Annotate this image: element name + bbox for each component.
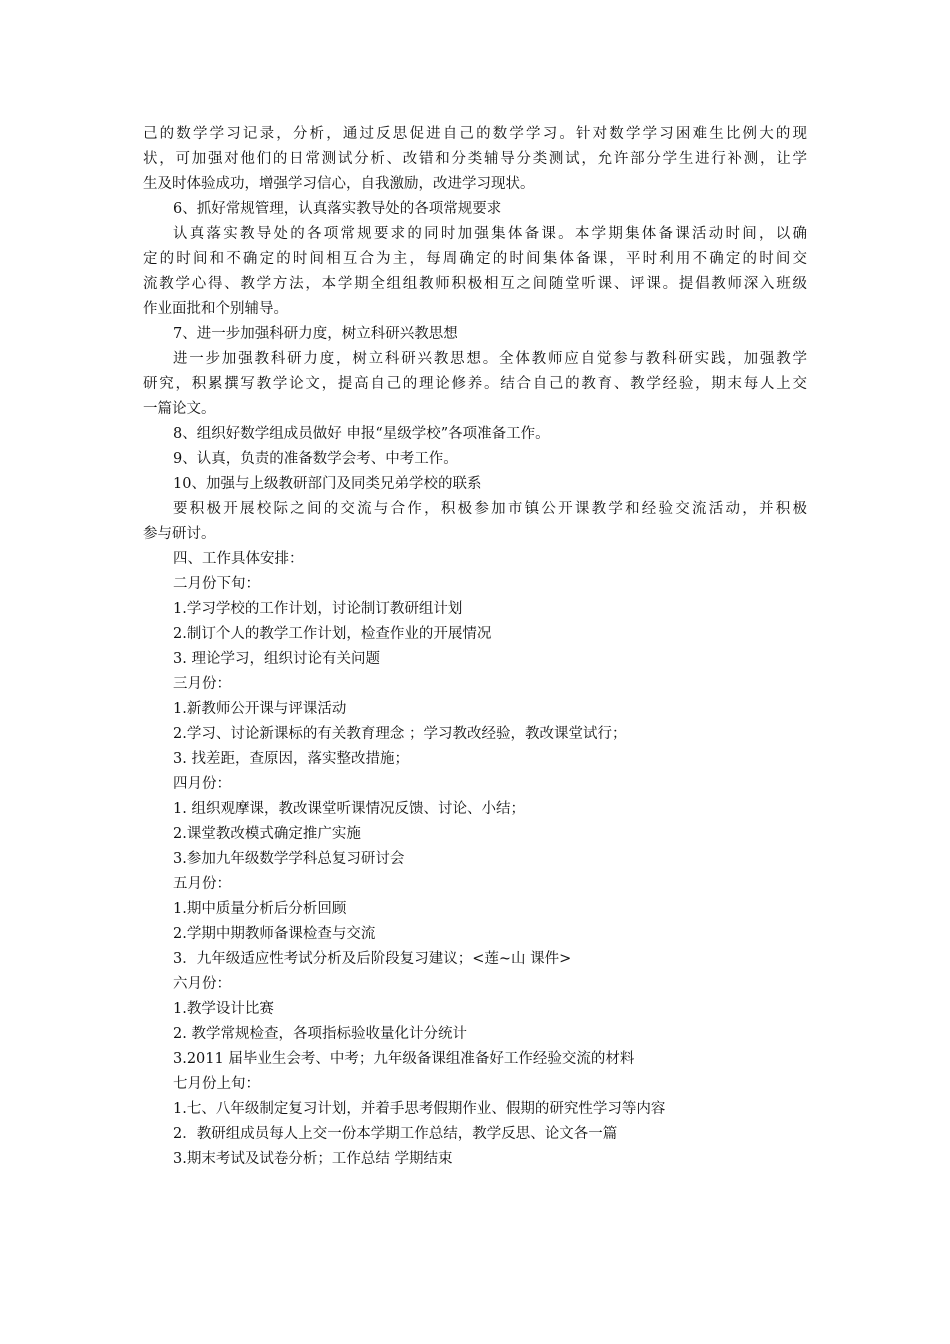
text-line: 五月份： bbox=[173, 876, 231, 892]
document-body bbox=[143, 122, 807, 1172]
text-line: 2.制订个人的教学工作计划，检查作业的开展情况 bbox=[173, 626, 492, 642]
text-line: 3. 找差距，查原因，落实整改措施； bbox=[173, 751, 409, 767]
text-line: 一篇论文。 bbox=[143, 401, 216, 417]
text-line: 1.新教师公开课与评课活动 bbox=[173, 701, 347, 717]
text-line: 进一步加强教科研力度，树立科研兴教思想。全体教师应自觉参与教科研实践，加强教学 bbox=[173, 351, 807, 367]
text-line: 1.期中质量分析后分析回顾 bbox=[173, 901, 347, 917]
text-line: 己的数学学习记录，分析，通过反思促进自己的数学学习。针对数学学习困难生比例大的现 bbox=[143, 126, 807, 142]
text-line: 1. 组织观摩课，教改课堂听课情况反馈、讨论、小结； bbox=[173, 801, 525, 817]
text-line: 二月份下旬： bbox=[173, 576, 260, 592]
text-line: 2．教研组成员每人上交一份本学期工作总结，教学反思、论文各一篇 bbox=[173, 1126, 618, 1142]
text-line: 状，可加强对他们的日常测试分析、改错和分类辅导分类测试，允许部分学生进行补测，让学 bbox=[143, 151, 807, 167]
text-line: 2.课堂教改模式确定推广实施 bbox=[173, 826, 361, 842]
text-line: 3．九年级适应性考试分析及后阶段复习建议；<莲~山 课件> bbox=[173, 951, 572, 967]
text-line: 3.2011 届毕业生会考、中考；九年级备课组准备好工作经验交流的材料 bbox=[173, 1051, 635, 1067]
text-line: 2. 教学常规检查，各项指标验收量化计分统计 bbox=[173, 1026, 467, 1042]
text-line: 2.学期中期教师备课检查与交流 bbox=[173, 926, 376, 942]
text-line: 生及时体验成功，增强学习信心，自我激励，改进学习现状。 bbox=[143, 176, 535, 192]
text-line: 7、进一步加强科研力度，树立科研兴教思想 bbox=[173, 326, 458, 342]
text-line: 6、抓好常规管理，认真落实教导处的各项常规要求 bbox=[173, 201, 502, 217]
text-line: 要积极开展校际之间的交流与合作，积极参加市镇公开课教学和经验交流活动，并积极 bbox=[173, 501, 807, 517]
text-line: 三月份： bbox=[173, 676, 231, 692]
text-line: 研究，积累撰写教学论文，提高自己的理论修养。结合自己的教育、教学经验，期末每人上交 bbox=[143, 376, 807, 392]
text-line: 8、组织好数学组成员做好 申报“星级学校”各项准备工作。 bbox=[173, 426, 550, 442]
text-line: 1.学习学校的工作计划，讨论制订教研组计划 bbox=[173, 601, 463, 617]
text-line: 3.期末考试及试卷分析；工作总结 学期结束 bbox=[173, 1151, 453, 1167]
text-line: 认真落实教导处的各项常规要求的同时加强集体备课。本学期集体备课活动时间，以确 bbox=[173, 226, 807, 242]
text-line: 9、认真，负责的准备数学会考、中考工作。 bbox=[173, 451, 458, 467]
text-line: 四月份： bbox=[173, 776, 231, 792]
text-line: 3. 理论学习，组织讨论有关问题 bbox=[173, 651, 380, 667]
text-line: 1.教学设计比赛 bbox=[173, 1001, 274, 1017]
text-line: 作业面批和个别辅导。 bbox=[143, 301, 288, 317]
text-line: 参与研讨。 bbox=[143, 526, 216, 542]
text-line: 四、工作具体安排： bbox=[173, 551, 304, 567]
text-line: 六月份： bbox=[173, 976, 231, 992]
text-line: 3.参加九年级数学学科总复习研讨会 bbox=[173, 851, 405, 867]
text-line: 定的时间和不确定的时间相互合为主，每周确定的时间集体备课，平时利用不确定的时间交 bbox=[143, 251, 807, 267]
text-line: 2.学习、讨论新课标的有关教育理念 ；学习教改经验，教改课堂试行； bbox=[173, 726, 627, 742]
text-line: 1.七、八年级制定复习计划，并着手思考假期作业、假期的研究性学习等内容 bbox=[173, 1101, 666, 1117]
text-line: 七月份上旬： bbox=[173, 1076, 260, 1092]
text-line: 10、加强与上级教研部门及同类兄弟学校的联系 bbox=[173, 476, 482, 492]
text-line: 流教学心得、教学方法，本学期全组组教师积极相互之间随堂听课、评课。提倡教师深入班级 bbox=[143, 276, 807, 292]
